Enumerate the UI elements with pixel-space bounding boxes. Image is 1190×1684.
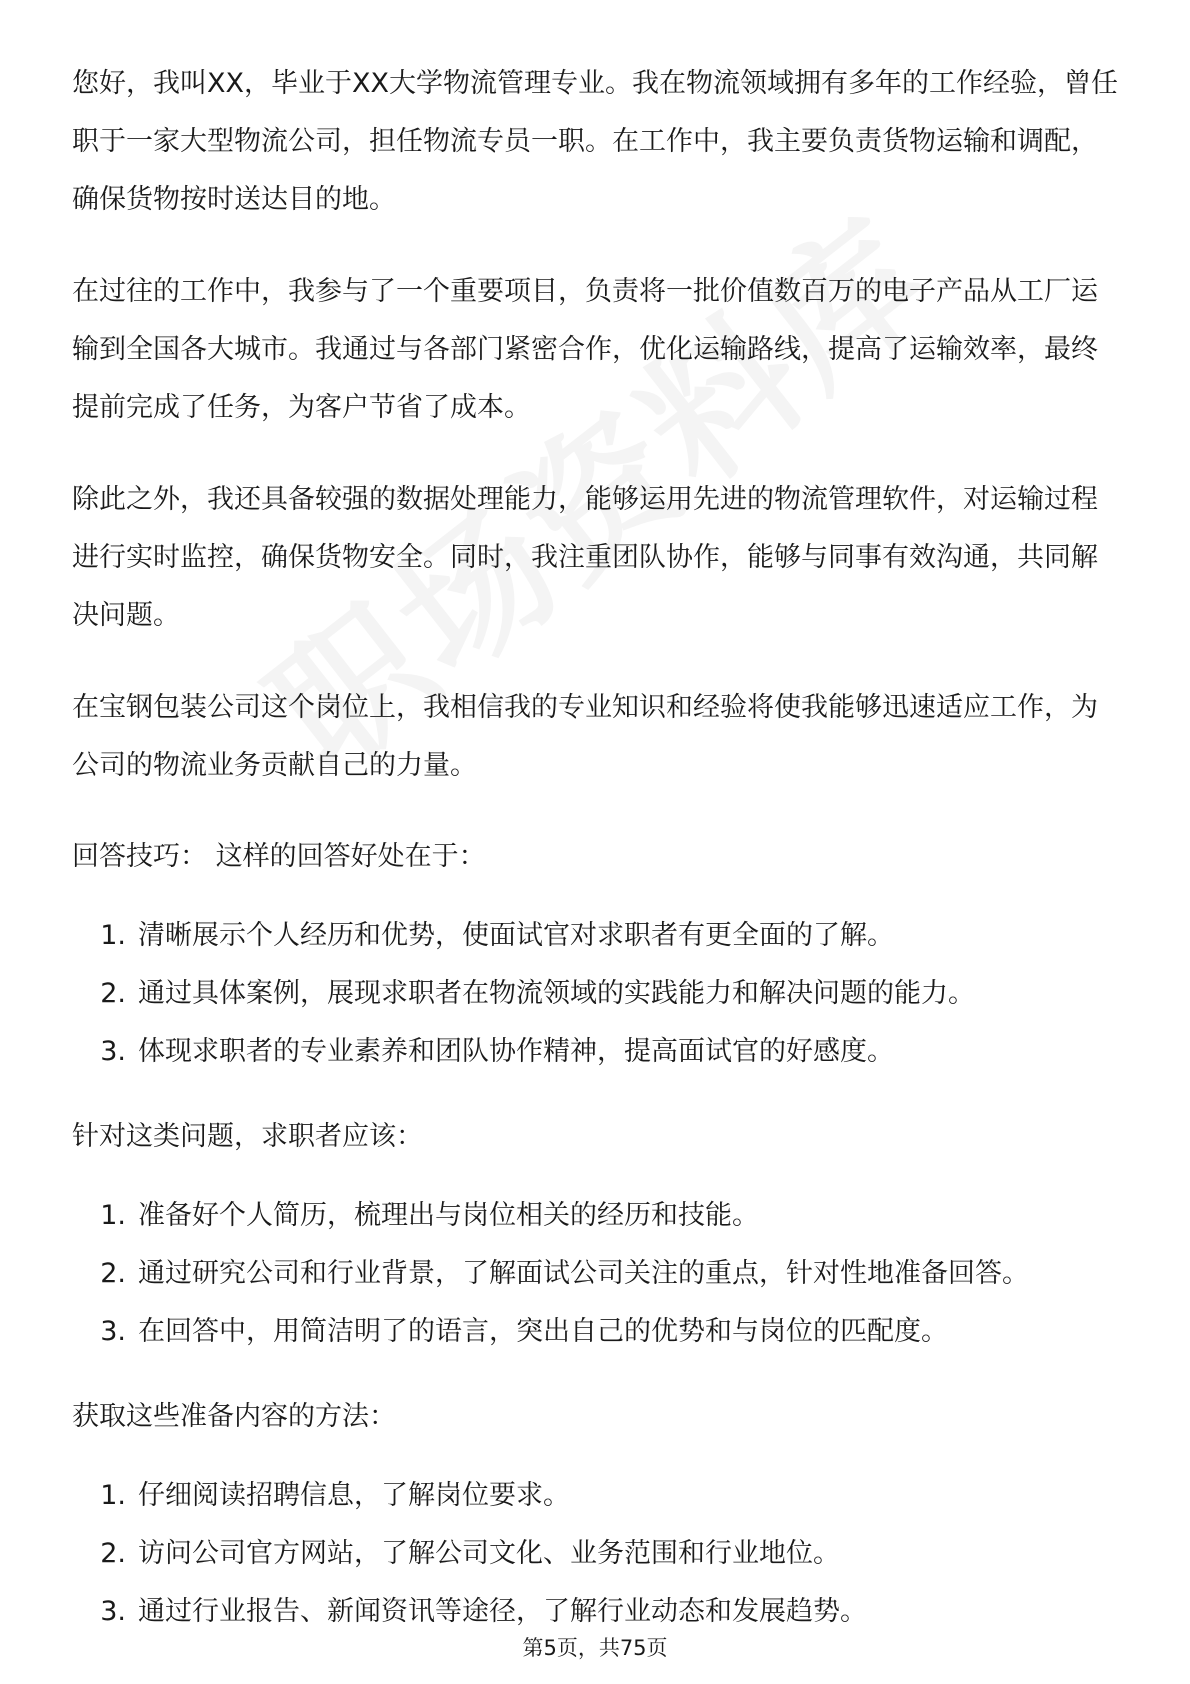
tips-list: [72, 907, 1122, 1081]
paragraph-skills: 除此之外，我还具备较强的数据处理能力，能够运用先进的物流管理软件，对运输过程进行实时监控，确保货物安全。同时，我注重团队协作，能够与同事有效沟通，共同解决问题。: [72, 484, 1098, 631]
list-item: [72, 1245, 1122, 1303]
list-item-text: 通过具体案例，展现求职者在物流领域的实践能力和解决问题的能力。: [138, 978, 975, 1009]
list-number: 3.: [100, 1036, 126, 1067]
paragraph-closing: 在宝钢包装公司这个岗位上，我相信我的专业知识和经验将使我能够迅速适应工作，为公司的物流业务贡献自己的力量。: [72, 692, 1098, 781]
list-item-text: 通过行业报告、新闻资讯等途径，了解行业动态和发展趋势。: [138, 1596, 867, 1627]
section-heading-tips: 回答技巧： 这样的回答好处在于：: [72, 841, 486, 872]
list-item: [72, 1467, 1122, 1525]
list-item-text: 仔细阅读招聘信息，了解岗位要求。: [138, 1480, 570, 1511]
list-number: 3.: [100, 1596, 126, 1627]
list-number: 1.: [100, 920, 126, 951]
list-item-text: 在回答中，用简洁明了的语言，突出自己的优势和与岗位的匹配度。: [138, 1316, 948, 1347]
section-heading-methods: 获取这些准备内容的方法：: [72, 1401, 396, 1432]
list-item: [72, 1023, 1122, 1081]
list-item: [72, 1303, 1122, 1361]
list-item-text: 通过研究公司和行业背景，了解面试公司关注的重点，针对性地准备回答。: [138, 1258, 1029, 1289]
list-item-text: 准备好个人简历，梳理出与岗位相关的经历和技能。: [138, 1200, 759, 1231]
list-item: [72, 907, 1122, 965]
list-number: 1.: [100, 1480, 126, 1511]
document-body: [72, 55, 1122, 1669]
list-item-text: 访问公司官方网站，了解公司文化、业务范围和行业地位。: [138, 1538, 840, 1569]
list-item: [72, 965, 1122, 1023]
list-item-text: 清晰展示个人经历和优势，使面试官对求职者有更全面的了解。: [138, 920, 894, 951]
prep-list: [72, 1187, 1122, 1361]
list-number: 1.: [100, 1200, 126, 1231]
paragraph-project: 在过往的工作中，我参与了一个重要项目，负责将一批价值数百万的电子产品从工厂运输到全国各大城市。我通过与各部门紧密合作，优化运输路线，提高了运输效率，最终提前完成了任务，为客户节省了成本。: [72, 276, 1098, 423]
paragraph-intro: 您好，我叫XX，毕业于XX大学物流管理专业。我在物流领域拥有多年的工作经验，曾任职于一家大型物流公司，担任物流专员一职。在工作中，我主要负责货物运输和调配，确保货物按时送达目的地。: [72, 68, 1118, 215]
list-item-text: 体现求职者的专业素养和团队协作精神，提高面试官的好感度。: [138, 1036, 894, 1067]
list-number: 2.: [100, 1258, 126, 1289]
list-number: 2.: [100, 978, 126, 1009]
list-number: 2.: [100, 1538, 126, 1569]
list-item: [72, 1525, 1122, 1583]
section-heading-prep: 针对这类问题，求职者应该：: [72, 1121, 423, 1152]
list-number: 3.: [100, 1316, 126, 1347]
page-number: 第5页，共75页: [522, 1636, 668, 1660]
methods-list: [72, 1467, 1122, 1641]
list-item: [72, 1187, 1122, 1245]
